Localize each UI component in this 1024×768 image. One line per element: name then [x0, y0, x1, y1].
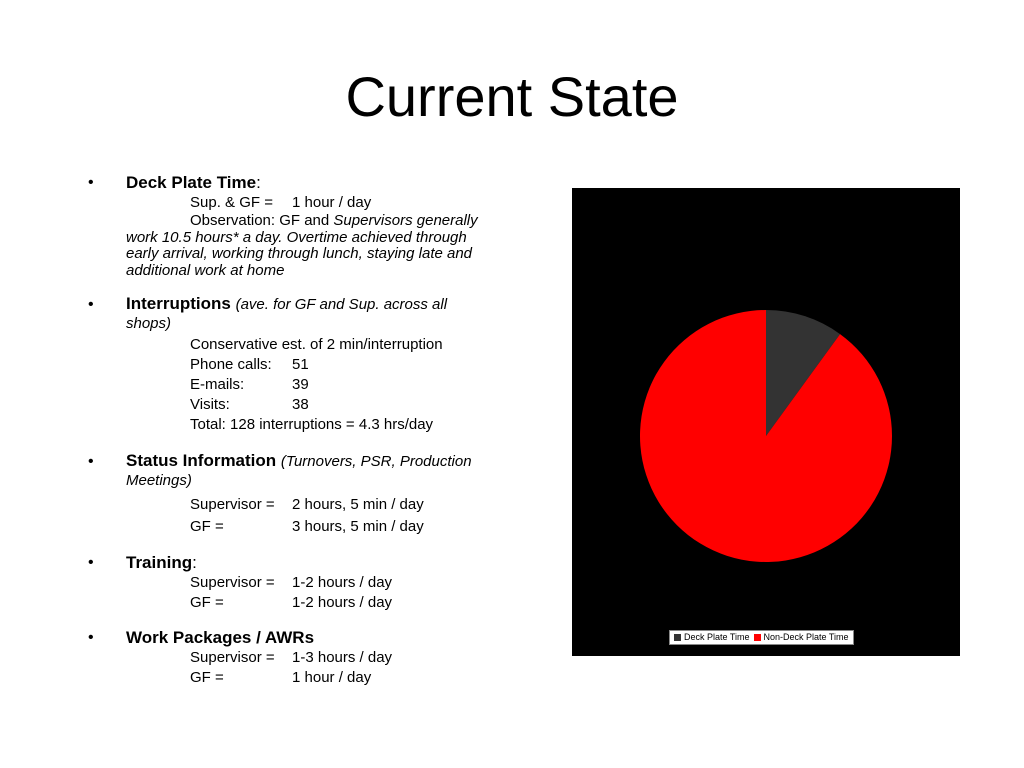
- bullet-list: [88, 173, 488, 688]
- bullet-interruptions: [88, 295, 488, 333]
- phone-calls-value: 51: [292, 356, 309, 373]
- legend-swatch: [674, 634, 681, 641]
- deck-observation: [88, 213, 488, 279]
- emails-value: 39: [292, 376, 309, 393]
- pie-chart: [572, 188, 960, 656]
- training-heading: Training: [126, 553, 193, 572]
- status-gf-row: [126, 516, 488, 538]
- work-heading: Work Packages / AWRs: [126, 628, 315, 647]
- training-gf-label: GF =: [190, 594, 224, 611]
- obs-plain: Observation: GF and: [190, 212, 334, 229]
- training-gf-value: 1-2 hours / day: [292, 594, 393, 611]
- interruptions-heading: Interruptions: [126, 294, 231, 313]
- interruptions-estimate: Conservative est. of 2 min/interruption: [190, 336, 443, 353]
- legend-item: [754, 632, 849, 642]
- obs-italic: Supervisors generally work 10.5 hours* a day. Overtime achieved through early arrival, working through lunch, staying late and additional work at home: [126, 212, 478, 279]
- status-supervisor-row: [126, 494, 488, 516]
- emails-row: [126, 375, 488, 395]
- bullet-marker: •: [88, 554, 94, 571]
- legend-label: Non-Deck Plate Time: [763, 632, 849, 642]
- deck-sup-gf-value: 1 hour / day: [292, 194, 372, 211]
- status-supervisor-label: Supervisor =: [190, 496, 275, 513]
- status-gf-label: GF =: [190, 518, 224, 535]
- legend-swatch: [754, 634, 761, 641]
- legend-label: Deck Plate Time: [684, 632, 750, 642]
- work-gf-row: [126, 668, 488, 688]
- bullet-deck-plate-time: [88, 173, 488, 193]
- bullet-marker: •: [88, 174, 94, 191]
- phone-calls-label: Phone calls:: [190, 356, 272, 373]
- status-sub: (Turnovers, PSR, Production Meetings): [126, 453, 472, 489]
- chart-legend: [669, 630, 854, 645]
- deck-colon: :: [256, 173, 261, 192]
- training-colon: :: [192, 553, 197, 572]
- slide-title: Current State: [345, 65, 679, 128]
- deck-sup-gf-label: Sup. & GF =: [190, 194, 273, 211]
- bullet-marker: •: [88, 629, 94, 646]
- deck-heading: Deck Plate Time: [126, 173, 257, 192]
- bullet-work-packages: [88, 628, 488, 648]
- pie-chart-svg: [572, 188, 960, 656]
- bullet-training: [88, 553, 488, 573]
- training-supervisor-row: [126, 573, 488, 593]
- visits-value: 38: [292, 396, 309, 413]
- work-supervisor-label: Supervisor =: [190, 649, 275, 666]
- work-gf-value: 1 hour / day: [292, 669, 372, 686]
- bullet-marker: •: [88, 296, 94, 313]
- pie-slice-non-deck-plate-time: [640, 310, 892, 562]
- bullet-status-information: [88, 452, 488, 490]
- training-supervisor-label: Supervisor =: [190, 574, 275, 591]
- visits-row: [126, 395, 488, 415]
- interruptions-total: Total: 128 interruptions = 4.3 hrs/day: [190, 416, 434, 433]
- training-supervisor-value: 1-2 hours / day: [292, 574, 393, 591]
- work-supervisor-row: [126, 648, 488, 668]
- interruptions-sub: (ave. for GF and Sup. across all shops): [126, 296, 448, 332]
- phone-calls-row: [126, 355, 488, 375]
- status-heading: Status Information: [126, 451, 277, 470]
- deck-line-1: [88, 193, 488, 213]
- work-supervisor-value: 1-3 hours / day: [292, 649, 393, 666]
- status-gf-value: 3 hours, 5 min / day: [292, 518, 424, 535]
- bullet-marker: •: [88, 453, 94, 470]
- visits-label: Visits:: [190, 396, 230, 413]
- status-supervisor-value: 2 hours, 5 min / day: [292, 496, 424, 513]
- training-gf-row: [126, 593, 488, 613]
- work-gf-label: GF =: [190, 669, 224, 686]
- emails-label: E-mails:: [190, 376, 245, 393]
- legend-item: [674, 632, 750, 642]
